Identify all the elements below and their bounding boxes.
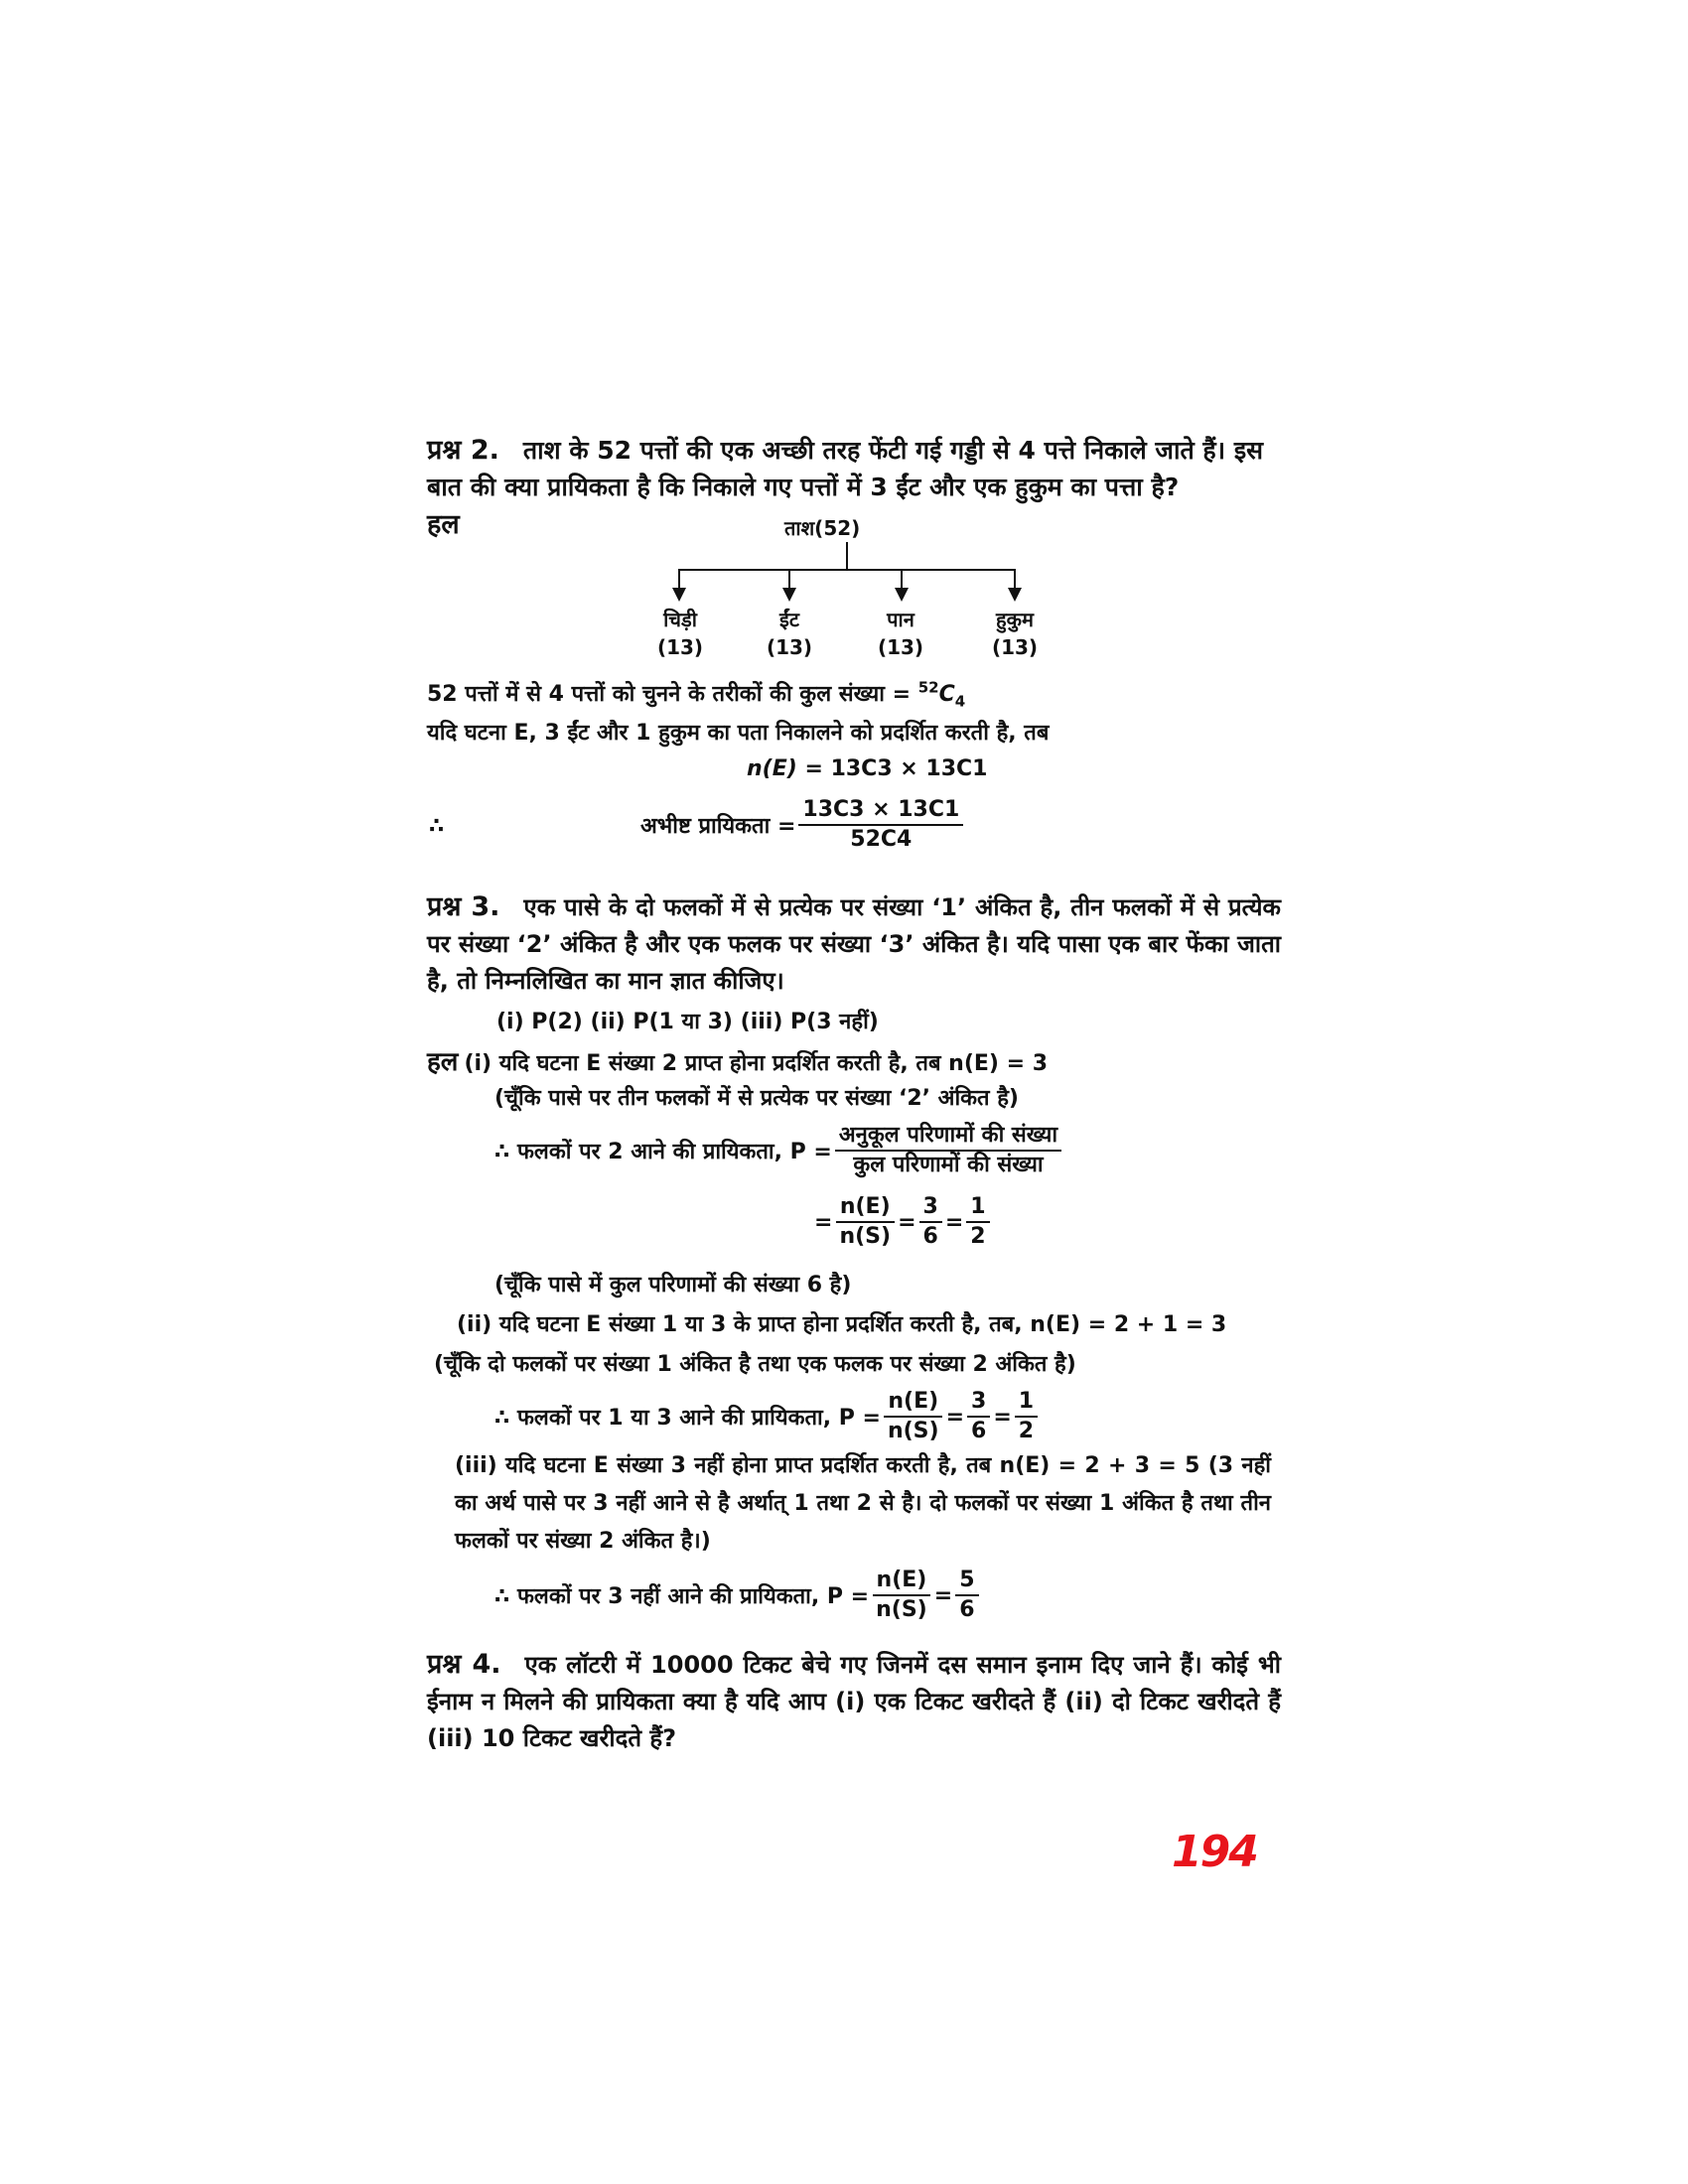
formula-sup: 52: [917, 678, 939, 697]
q3-question: [427, 888, 1281, 1000]
ratio-fraction: [835, 1193, 895, 1251]
fraction-denominator: n(S): [887, 1419, 939, 1443]
fraction-numerator: 5: [955, 1567, 978, 1596]
q3-solution-label: हल: [427, 1047, 459, 1077]
fraction-denominator: कुल परिणामों की संख्या: [853, 1153, 1044, 1177]
diagram-leaf-clubs: [640, 606, 720, 661]
q4-label: प्रश्न 4.: [427, 1649, 501, 1680]
q2-line2: बात की क्या प्रायिकता है कि निकाले गए पत्तों में 3 ईंट और एक हुकुम का पत्ता है?: [427, 473, 1180, 501]
diagram-bar: [678, 569, 1016, 571]
fraction-numerator: 3: [919, 1193, 942, 1223]
part-iii-paragraph: (iii) यदि घटना E संख्या 3 नहीं होना प्राप्त प्रदर्शित करती है, तब n(E) = 2 + 3 = 5 (3 नहीं का अर्थ पासे पर 3 नहीं आने से है अर्थात् 1 तथा 2 से है। दो फलकों पर संख्या 1 अंकित है तथा तीन फलकों पर संख्या 2 अंकित है।): [455, 1453, 1271, 1554]
arrow-down-icon: [895, 588, 909, 602]
q3-label: प्रश्न 3.: [427, 891, 500, 922]
diagram-stem: [846, 542, 848, 570]
q3-part-i-reason: (चूँकि पासे पर तीन फलकों में से प्रत्येक पर संख्या ‘2’ अंकित है): [494, 1086, 1019, 1111]
prob-label: ∴ फलकों पर 1 या 3 आने की प्रायिकता, P =: [494, 1406, 881, 1431]
fraction-numerator: 1: [1015, 1388, 1038, 1418]
nE-value: 13C3 × 13C1: [830, 756, 988, 781]
ratio-fraction: [884, 1388, 943, 1445]
q2-text-line1: ताश के 52 पत्तों की एक अच्छी तरह फेंटी गई गड्डी से 4 पत्ते निकाले जाते हैं। इस: [522, 436, 1264, 465]
leaf-count: (13): [656, 635, 704, 659]
ratio-fraction: [919, 1193, 942, 1251]
fraction-denominator: 2: [1018, 1419, 1035, 1443]
q4-text: एक लॉटरी में 10000 टिकट बेचे गए जिनमें दस समान इनाम दिए जाने हैं। कोई भी ईनाम न मिलने की प्रायिकता क्या है यदि आप (i) एक टिकट खरीदते हैं (ii) दो टिकट खरीदते हैं (iii) 10 टिकट खरीदते हैं?: [427, 1651, 1281, 1752]
leaf-count: (13): [877, 635, 924, 659]
prob-definition-fraction: [835, 1122, 1061, 1179]
q3-part-i-line: [427, 1042, 1048, 1078]
diagram-leaf-diamonds: [750, 606, 829, 661]
q3-part-i-ratio: = $\frac{n(E)}{n(S)}$ = $\frac{3}{6}$ = $\frac{1}{2}$: [814, 1193, 993, 1251]
diagram-branch-1: [678, 569, 680, 589]
q3-part-iii-text: [455, 1447, 1271, 1561]
q3-parts: (i) P(2) (ii) P(1 या 3) (iii) P(3 नहीं): [496, 1010, 879, 1034]
ratio-fraction: [966, 1193, 989, 1251]
part-i-text: (i) यदि घटना E संख्या 2 प्राप्त होना प्रदर्शित करती है, तब n(E) = 3: [464, 1051, 1049, 1076]
ratio-fraction: [872, 1567, 931, 1624]
q3-part-ii-reason: (चूँकि दो फलकों पर संख्या 1 अंकित है तथा एक फलक पर संख्या 2 अंकित है): [434, 1352, 1076, 1377]
fraction-denominator: n(S): [876, 1597, 927, 1622]
fraction-denominator: 52C4: [850, 827, 913, 852]
arrow-down-icon: [1008, 588, 1022, 602]
diagram-branch-4: [1014, 569, 1016, 589]
q2-nE-formula: [747, 756, 987, 781]
leaf-count: (13): [766, 635, 813, 659]
therefore-symbol: ∴: [429, 814, 445, 839]
fraction-denominator: 6: [971, 1419, 987, 1443]
q3-part-ii-probability: ∴ फलकों पर 1 या 3 आने की प्रायिकता, P = $\frac{n(E)}{n(S)}$ = $\frac{3}{6}$ = $\frac{1}{2}$: [494, 1388, 1041, 1445]
q2-line1: [427, 432, 1263, 469]
formula-sub: 4: [954, 692, 966, 711]
q4-question: [427, 1646, 1281, 1757]
fraction-numerator: 1: [966, 1193, 989, 1223]
leaf-name: पान: [887, 608, 914, 631]
arrow-down-icon: [782, 588, 796, 602]
diagram-leaf-hearts: [861, 606, 940, 661]
nE-label: n(E) =: [747, 756, 831, 781]
fraction-numerator: n(E): [836, 1193, 895, 1223]
page-number: 194: [1172, 1827, 1257, 1877]
ratio-fraction: [967, 1388, 990, 1445]
q3-part-iii-probability: ∴ फलकों पर 3 नहीं आने की प्रायिकता, P = $\frac{n(E)}{n(S)}$ = $\frac{5}{6}$: [494, 1567, 982, 1624]
q2-required-probability: [640, 796, 966, 854]
q3-text: एक पासे के दो फलकों में से प्रत्येक पर संख्या ‘1’ अंकित है, तीन फलकों में से प्रत्येक पर संख्या ‘2’ अंकित है और एक फलक पर संख्या ‘3’ अंकित है। यदि पासा एक बार फेंका जाता है, तो निम्नलिखित का मान ज्ञात कीजिए।: [427, 893, 1281, 995]
q2-label: प्रश्न 2.: [427, 435, 499, 466]
fraction-denominator: 2: [970, 1224, 986, 1249]
leaf-count: (13): [991, 635, 1039, 659]
ratio-fraction: [1015, 1388, 1038, 1445]
q2-total-ways-line: [427, 678, 965, 710]
formula-base: C: [938, 682, 955, 707]
q3-part-i-note: (चूँकि पासे में कुल परिणामों की संख्या 6 है): [494, 1273, 852, 1297]
q2-event-line: यदि घटना E, 3 ईंट और 1 हुकुम का पता निकालने को प्रदर्शित करती है, तब: [427, 721, 1050, 746]
leaf-name: चिड़ी: [663, 608, 697, 631]
prob-label: ∴ फलकों पर 2 आने की प्रायिकता, P =: [494, 1140, 832, 1164]
q3-part-ii-line: (ii) यदि घटना E संख्या 1 या 3 के प्राप्त होना प्रदर्शित करती है, तब, n(E) = 2 + 1 = 3: [457, 1312, 1227, 1337]
fraction-denominator: 6: [922, 1224, 938, 1249]
required-prob-label: अभीष्ट प्रायिकता =: [640, 814, 796, 839]
leaf-name: हुकुम: [996, 608, 1034, 631]
diagram-root: ताश(52): [784, 516, 861, 540]
prob-label: ∴ फलकों पर 3 नहीं आने की प्रायिकता, P =: [494, 1584, 870, 1609]
fraction-numerator: अनुकूल परिणामों की संख्या: [835, 1122, 1061, 1152]
fraction-numerator: n(E): [884, 1388, 942, 1418]
required-prob-fraction: [798, 796, 963, 854]
total-ways-text: 52 पत्तों में से 4 पत्तों को चुनने के तरीकों की कुल संख्या =: [427, 682, 918, 707]
arrow-down-icon: [672, 588, 686, 602]
fraction-numerator: n(E): [873, 1567, 931, 1596]
q3-part-i-probability: [494, 1122, 1064, 1179]
leaf-name: ईंट: [779, 608, 799, 631]
ratio-fraction: [955, 1567, 978, 1624]
fraction-numerator: 3: [967, 1388, 990, 1418]
fraction-denominator: n(S): [839, 1224, 892, 1249]
fraction-denominator: 6: [959, 1597, 975, 1622]
diagram-branch-2: [788, 569, 790, 589]
q2-solution-label: हल: [427, 509, 460, 540]
fraction-numerator: 13C3 × 13C1: [798, 796, 963, 826]
diagram-branch-3: [901, 569, 903, 589]
diagram-leaf-spades: [975, 606, 1055, 661]
